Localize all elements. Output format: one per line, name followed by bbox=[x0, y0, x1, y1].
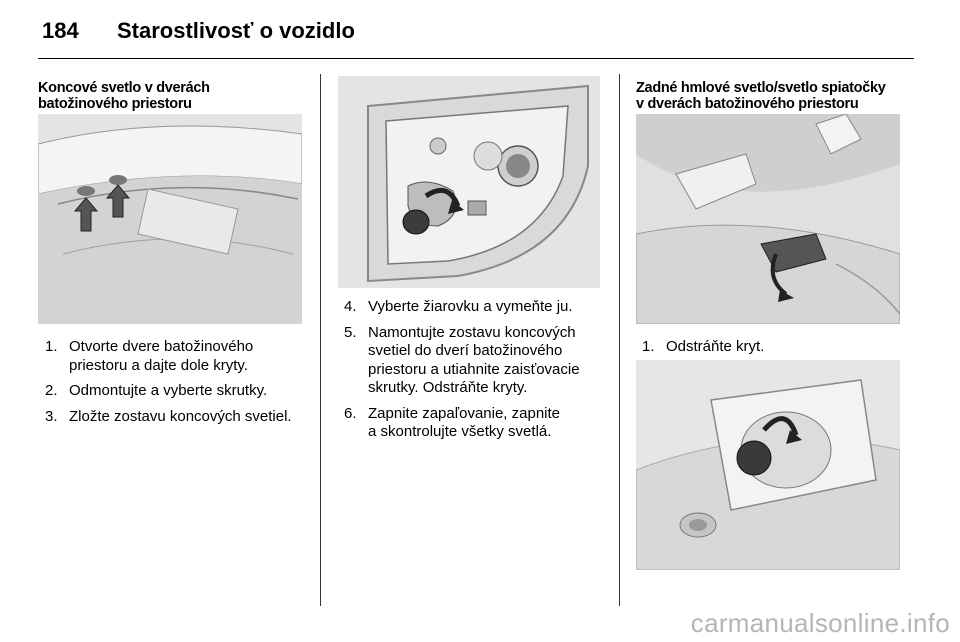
step-text-line: Zložte zostavu koncových svetiel. bbox=[69, 407, 292, 425]
list-item bbox=[45, 408, 315, 427]
section-heading-tail-light bbox=[38, 80, 308, 112]
step-text-line: Zapnite zapaľovanie, zapnite bbox=[368, 404, 561, 422]
section-heading-fog-light bbox=[636, 80, 906, 112]
fog-light-bulb-illustration bbox=[636, 360, 900, 570]
figure-tailgate-screws bbox=[38, 114, 302, 324]
list-item bbox=[344, 298, 616, 317]
tailgate-screws-illustration bbox=[38, 114, 302, 324]
tail-light-bulb-illustration bbox=[338, 76, 600, 288]
list-item bbox=[344, 405, 616, 442]
step-text-line: priestoru a utiahnite zaisťovacie bbox=[368, 360, 580, 378]
figure-tail-light-bulb bbox=[338, 76, 600, 288]
step-text-line: Odstráňte kryt. bbox=[666, 338, 765, 355]
fog-light-cover-illustration bbox=[636, 114, 900, 324]
step-text-line: a skontrolujte všetky svetlá. bbox=[368, 423, 552, 440]
step-number: 5. bbox=[344, 323, 357, 341]
step-text-line: Vyberte žiarovku a vymeňte ju. bbox=[368, 298, 573, 315]
step-number: 2. bbox=[45, 382, 58, 399]
heading-line: Zadné hmlové svetlo/svetlo spiatočky bbox=[636, 80, 886, 96]
steps-list-col1 bbox=[45, 338, 315, 433]
step-number: 1. bbox=[45, 338, 58, 355]
figure-fog-light-bulb bbox=[636, 360, 900, 570]
column-divider-2 bbox=[619, 74, 620, 606]
step-text-line: svetiel do dverí batožinového bbox=[368, 342, 563, 359]
header-divider bbox=[38, 58, 914, 59]
step-text-line: Otvorte dvere batožinového bbox=[69, 338, 254, 355]
step-text-line: Namontujte zostavu koncových bbox=[368, 323, 576, 341]
step-number: 1. bbox=[642, 338, 655, 355]
step-number: 6. bbox=[344, 404, 357, 422]
heading-line: Koncové svetlo v dverách bbox=[38, 80, 210, 96]
column-divider-1 bbox=[320, 74, 321, 606]
page-title: Starostlivosť o vozidlo bbox=[117, 18, 355, 43]
step-number: 3. bbox=[45, 407, 58, 425]
step-number: 4. bbox=[344, 298, 357, 315]
steps-list-col2 bbox=[344, 298, 616, 449]
step-text-line: priestoru a dajte dole kryty. bbox=[69, 356, 248, 374]
list-item bbox=[45, 382, 315, 401]
list-item bbox=[45, 338, 315, 375]
page-number: 184 bbox=[42, 18, 79, 43]
list-item bbox=[344, 324, 616, 398]
step-text-line: Odmontujte a vyberte skrutky. bbox=[69, 382, 268, 399]
list-item bbox=[642, 338, 912, 357]
watermark-text: carmanualsonline.info bbox=[690, 608, 950, 638]
figure-fog-light-cover bbox=[636, 114, 900, 324]
heading-line: v dverách batožinového priestoru bbox=[636, 96, 859, 112]
heading-line: batožinového priestoru bbox=[38, 96, 192, 112]
step-text-line: skrutky. Odstráňte kryty. bbox=[368, 379, 528, 396]
